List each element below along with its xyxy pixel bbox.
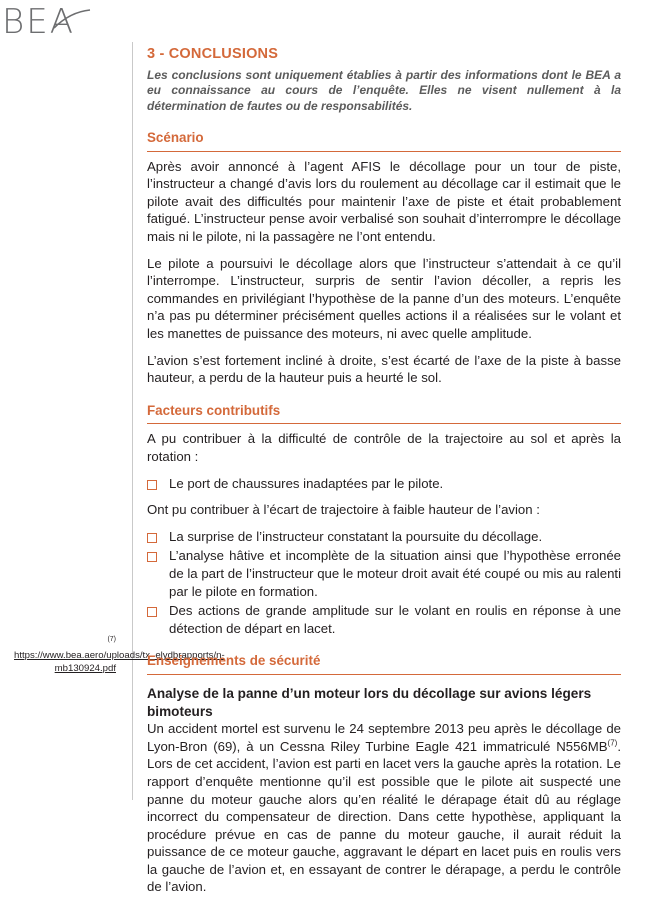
footnote-link[interactable]: https://www.bea.aero/uploads/tx_elydbrapports/n-mb130924.pdf [14,650,225,674]
logo-swoosh-icon [52,8,92,32]
checkbox-bullet-icon [147,552,157,562]
main-content [147,46,621,905]
factors-intro-2: Ont pu contribuer à l’écart de trajectoire à faible hauteur de l’avion : [147,502,540,518]
section-title: 3 - CONCLUSIONS [147,46,279,62]
checkbox-bullet-icon [147,607,157,617]
list-item-text: Des actions de grande amplitude sur le volant en roulis en réponse à une détection de départ en lacet. [169,603,621,636]
factors-heading: Facteurs contributifs [147,402,621,425]
scenario-paragraph-2: Le pilote a poursuivi le décollage alors que l’instructeur s’attendait à ce qu’il l’interrompe. L’instructeur, surpris de sentir l’avion décoller, a repris les commandes en privilégiant l’hypothèse de la panne d’un des moteurs. L’enquête n’a pas pu déterminer précisément quelles actions il a réalisées sur le volant et les manettes de puissance des moteurs, ni avec quelle amplitude. [147,255,621,342]
safety-heading: Enseignements de sécurité [147,652,621,675]
safety-text-before-ref: Un accident mortel est survenu le 24 septembre 2013 peu après le décollage de Lyon-Bron (69), à un Cessna Riley Turbine Eagle 421 immatriculé N556MB [147,721,621,754]
margin-divider [132,42,133,800]
safety-text-after-ref: . Lors de cet accident, l’avion est parti en lacet vers la gauche après la rotation. Le rapport d’enquête mentionne qu’il est possible que le pilote ait suspecté une panne du moteur gauche alors qu’en réalité le dérapage était dû au réglage incorrect du compensateur de direction. Dans cette hypothèse, appliquant la procédure prévue en cas de panne du moteur gauche, il aurait réduit la puissance de ce moteur gauche, aggravant le départ en lacet puis en roulis vers la gauche de l’avion et, en essayant de contrer le dérapage, a perdu le contrôle de l’avion. [147,738,621,895]
list-item [147,528,621,546]
logo-text: BEA [2,2,76,42]
section-intro: Les conclusions sont uniquement établies à partir des informations dont le BEA a eu connaissance au cours de l’enquête. Elles ne visent nullement à la détermination de fautes ou de responsabilités. [147,67,621,113]
safety-paragraph [147,720,621,896]
factors-intro-1: A pu contribuer à la difficulté de contrôle de la trajectoire au sol et après la rotation : [147,431,621,464]
list-item [147,547,621,600]
scenario-paragraph-3: L’avion s’est fortement incliné à droite, s’est écarté de l’axe de la piste à basse hauteur, a perdu de la hauteur puis a heurté le sol. [147,352,621,386]
list-item-text: Le port de chaussures inadaptées par le pilote. [169,475,444,491]
safety-subheading: Analyse de la panne d’un moteur lors du décollage sur avions légers bimoteurs [147,685,592,719]
factors-list-2 [147,528,621,638]
factors-list-1 [147,475,621,493]
scenario-heading: Scénario [147,129,621,152]
checkbox-bullet-icon [147,533,157,543]
footnote [14,635,225,675]
list-item [147,602,621,637]
scenario-paragraph-1: Après avoir annoncé à l’agent AFIS le décollage pour un tour de piste, l’instructeur a changé d’avis lors du roulement au décollage car il estimait que le pilote avait des difficultés pour maintenir l’axe de piste et était probablement fatigué. L’instructeur pense avoir verbalisé son souhait d’interrompre le décollage mais ni le pilote, ni la passagère ne l’ont entendu. [147,158,621,245]
footnote-mark: (7) [107,635,116,643]
footnote-ref[interactable]: (7) [607,738,618,748]
list-item [147,475,621,493]
list-item-text: La surprise de l’instructeur constatant la poursuite du décollage. [169,528,543,544]
list-item-text: L’analyse hâtive et incomplète de la situation ainsi que l’hypothèse erronée de la part de l’instructeur que le moteur droit avait été coupé ou mis au ralenti par le pilote en formation. [169,548,621,599]
checkbox-bullet-icon [147,480,157,490]
